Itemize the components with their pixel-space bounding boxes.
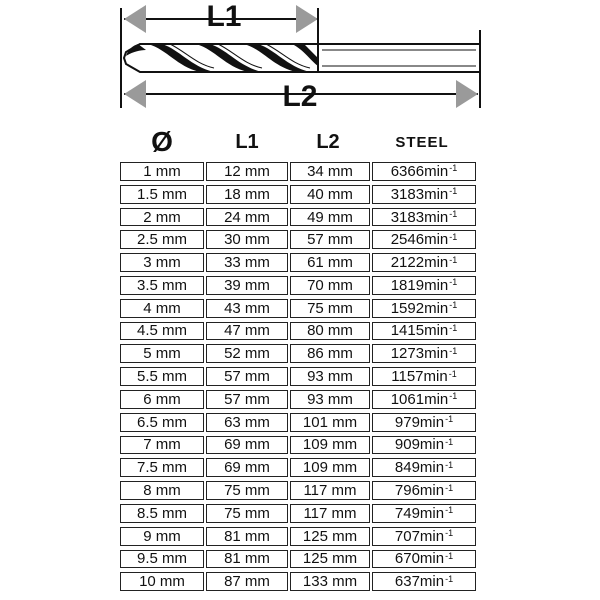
cell-l2: 125 mm xyxy=(290,527,370,546)
cell-diameter: 10 mm xyxy=(120,572,204,591)
cell-l2: 57 mm xyxy=(290,230,370,249)
cell-l1: 43 mm xyxy=(206,299,288,318)
cell-steel-rpm: 1415 min $^{-1}$ xyxy=(372,322,476,341)
cell-l2: 80 mm xyxy=(290,322,370,341)
cell-diameter: 5 mm xyxy=(120,344,204,363)
cell-diameter: 2 mm xyxy=(120,208,204,227)
cell-diameter: 3.5 mm xyxy=(120,276,204,295)
cell-diameter: 6.5 mm xyxy=(120,413,204,432)
cell-l1: 81 mm xyxy=(206,527,288,546)
cell-l2: 49 mm xyxy=(290,208,370,227)
cell-diameter: 4.5 mm xyxy=(120,322,204,341)
cell-diameter: 2.5 mm xyxy=(120,230,204,249)
cell-l2: 101 mm xyxy=(290,413,370,432)
cell-l1: 47 mm xyxy=(206,322,288,341)
cell-l2: 109 mm xyxy=(290,458,370,477)
cell-l2: 40 mm xyxy=(290,185,370,204)
cell-steel-rpm: 3183 min $^{-1}$ xyxy=(372,185,476,204)
l1-right-arrow-icon xyxy=(296,5,318,33)
cell-diameter: 4 mm xyxy=(120,299,204,318)
cell-l2: 117 mm xyxy=(290,481,370,500)
cell-steel-rpm: 1273 min $^{-1}$ xyxy=(372,344,476,363)
cell-l1: 63 mm xyxy=(206,413,288,432)
cell-l2: 125 mm xyxy=(290,550,370,569)
cell-diameter: 8.5 mm xyxy=(120,504,204,523)
cell-l2: 61 mm xyxy=(290,253,370,272)
cell-steel-rpm: 1819 min $^{-1}$ xyxy=(372,276,476,295)
cell-l1: 69 mm xyxy=(206,436,288,455)
cell-steel-rpm: 1061 min $^{-1}$ xyxy=(372,390,476,409)
cell-l1: 69 mm xyxy=(206,458,288,477)
cell-l2: 117 mm xyxy=(290,504,370,523)
cell-l1: 81 mm xyxy=(206,550,288,569)
cell-steel-rpm: 1157 min $^{-1}$ xyxy=(372,367,476,386)
l2-right-arrow-icon xyxy=(456,80,478,108)
cell-diameter: 3 mm xyxy=(120,253,204,272)
cell-steel-rpm: 796 min $^{-1}$ xyxy=(372,481,476,500)
cell-steel-rpm: 979 min $^{-1}$ xyxy=(372,413,476,432)
header-l1: L1 xyxy=(235,130,259,153)
cell-diameter: 6 mm xyxy=(120,390,204,409)
cell-l1: 57 mm xyxy=(206,390,288,409)
cell-l2: 109 mm xyxy=(290,436,370,455)
cell-steel-rpm: 1592 min $^{-1}$ xyxy=(372,299,476,318)
cell-steel-rpm: 849 min $^{-1}$ xyxy=(372,458,476,477)
cell-diameter: 7.5 mm xyxy=(120,458,204,477)
cell-l2: 133 mm xyxy=(290,572,370,591)
drill-bit-icon xyxy=(124,44,480,72)
cell-l1: 75 mm xyxy=(206,504,288,523)
cell-l1: 52 mm xyxy=(206,344,288,363)
cell-l2: 93 mm xyxy=(290,367,370,386)
cell-steel-rpm: 749 min $^{-1}$ xyxy=(372,504,476,523)
cell-l1: 33 mm xyxy=(206,253,288,272)
cell-diameter: 1 mm xyxy=(120,162,204,181)
cell-l2: 75 mm xyxy=(290,299,370,318)
drill-size-table xyxy=(120,162,476,591)
header-steel: STEEL xyxy=(395,133,449,151)
l2-left-arrow-icon xyxy=(124,80,146,108)
cell-steel-rpm: 637 min $^{-1}$ xyxy=(372,572,476,591)
cell-l2: 70 mm xyxy=(290,276,370,295)
cell-l1: 57 mm xyxy=(206,367,288,386)
cell-steel-rpm: 2546 min $^{-1}$ xyxy=(372,230,476,249)
cell-diameter: 8 mm xyxy=(120,481,204,500)
l1-label: L1 xyxy=(206,0,242,33)
cell-l1: 87 mm xyxy=(206,572,288,591)
header-diameter: Ø xyxy=(151,126,173,157)
cell-diameter: 7 mm xyxy=(120,436,204,455)
cell-l2: 93 mm xyxy=(290,390,370,409)
l2-label: L2 xyxy=(282,80,318,113)
cell-steel-rpm: 707 min $^{-1}$ xyxy=(372,527,476,546)
cell-diameter: 9 mm xyxy=(120,527,204,546)
cell-l1: 24 mm xyxy=(206,208,288,227)
cell-l2: 86 mm xyxy=(290,344,370,363)
cell-diameter: 9.5 mm xyxy=(120,550,204,569)
cell-steel-rpm: 3183 min $^{-1}$ xyxy=(372,208,476,227)
cell-l2: 34 mm xyxy=(290,162,370,181)
cell-diameter: 1.5 mm xyxy=(120,185,204,204)
cell-l1: 12 mm xyxy=(206,162,288,181)
cell-steel-rpm: 909 min $^{-1}$ xyxy=(372,436,476,455)
cell-l1: 75 mm xyxy=(206,481,288,500)
cell-l1: 30 mm xyxy=(206,230,288,249)
cell-l1: 18 mm xyxy=(206,185,288,204)
cell-diameter: 5.5 mm xyxy=(120,367,204,386)
cell-steel-rpm: 6366 min $^{-1}$ xyxy=(372,162,476,181)
cell-steel-rpm: 670 min $^{-1}$ xyxy=(372,550,476,569)
cell-steel-rpm: 2122 min $^{-1}$ xyxy=(372,253,476,272)
header-l2: L2 xyxy=(316,130,340,153)
cell-l1: 39 mm xyxy=(206,276,288,295)
l1-left-arrow-icon xyxy=(124,5,146,33)
